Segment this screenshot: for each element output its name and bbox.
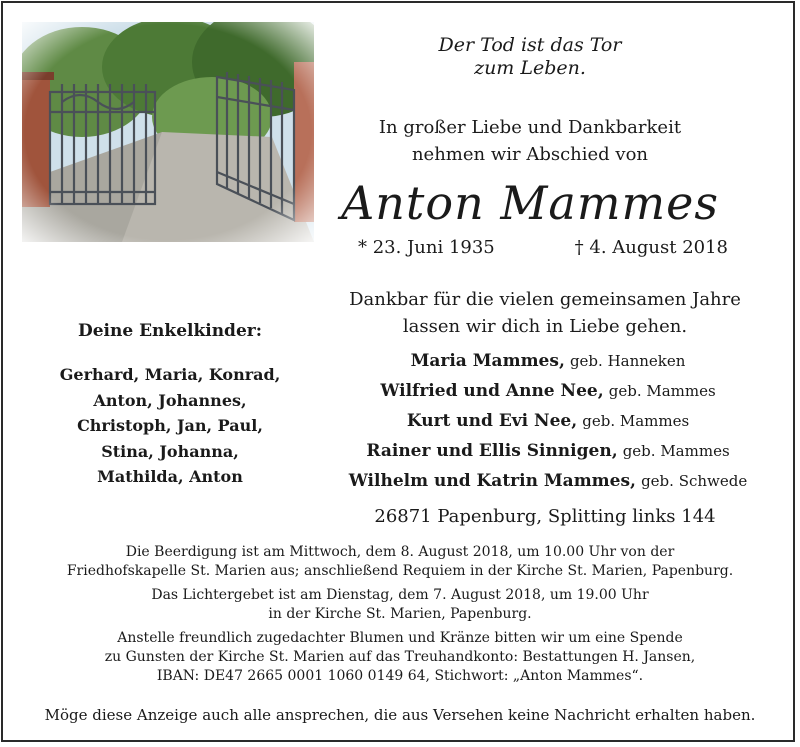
note-line: Friedhofskapelle St. Marien aus; anschließend Requiem in der Kirche St. Marien, Papenburg.	[66, 563, 734, 579]
service-notes	[10, 543, 790, 691]
note-line: zu Gunsten der Kirche St. Marien auf das Treuhandkonto: Bestattungen H. Jansen,	[104, 649, 696, 665]
family-member-birthname: geb. Schwede	[641, 472, 748, 490]
motto-line: zum Leben.	[474, 57, 586, 79]
family-member-birthname: geb. Mammes	[608, 382, 716, 400]
grandchildren-line: Mathilda, Anton	[97, 467, 243, 486]
note-line: in der Kirche St. Marien, Papenburg.	[268, 606, 532, 622]
family-member-birthname: geb. Mammes	[582, 412, 690, 430]
thanks-line: Dankbar für die vielen gemeinsamen Jahre	[349, 289, 741, 310]
grandchildren-line: Stina, Johanna,	[101, 441, 239, 461]
family-address: 26871 Papenburg, Splitting links 144	[374, 506, 716, 527]
intro-line: nehmen wir Abschied von	[411, 144, 649, 165]
note-line: Das Lichtergebet ist am Dienstag, dem 7. August 2018, um 19.00 Uhr	[151, 587, 649, 603]
family-member-name: Rainer und Ellis Sinnigen,	[366, 441, 618, 461]
thanks-text	[330, 286, 760, 340]
death-date: † 4. August 2018	[574, 237, 728, 258]
birth-date: * 23. Juni 1935	[358, 237, 495, 258]
family-member-name: Wilhelm und Katrin Mammes,	[348, 471, 636, 491]
motto	[330, 34, 730, 80]
family-member-name: Kurt und Evi Nee,	[406, 411, 578, 431]
grandchildren-line: Gerhard, Maria, Konrad,	[59, 365, 281, 384]
family-member-name: Maria Mammes,	[410, 351, 565, 371]
family-member	[318, 466, 778, 496]
donation-note	[10, 629, 790, 686]
note-line: Anstelle freundlich zugedachter Blumen und Kränze bitten wir um eine Spende	[117, 630, 683, 646]
family-member-birthname: geb. Hanneken	[569, 352, 686, 370]
family-member	[318, 436, 778, 466]
grandchildren-line: Anton, Johannes,	[93, 390, 247, 410]
gate-photo	[22, 22, 314, 242]
intro-line: In großer Liebe und Dankbarkeit	[378, 117, 682, 138]
prayer-note	[10, 586, 790, 624]
grandchildren-list	[40, 362, 300, 490]
family-list	[318, 346, 778, 496]
intro-text	[330, 114, 730, 168]
motto-line: Der Tod ist das Tor	[438, 34, 622, 56]
family-member-name: Wilfried und Anne Nee,	[380, 381, 604, 401]
family-member	[318, 346, 778, 376]
family-member-birthname: geb. Mammes	[622, 442, 730, 460]
funeral-note	[10, 543, 790, 581]
grandchildren-title: Deine Enkelkinder:	[77, 321, 262, 341]
note-line: Die Beerdigung ist am Mittwoch, dem 8. August 2018, um 10.00 Uhr von der	[125, 544, 675, 560]
note-line: IBAN: DE47 2665 0001 1060 0149 64, Stichwort: „Anton Mammes“.	[156, 668, 644, 684]
family-member	[318, 406, 778, 436]
family-member	[318, 376, 778, 406]
thanks-line: lassen wir dich in Liebe gehen.	[402, 316, 688, 337]
closing-note: Möge diese Anzeige auch alle ansprechen, die aus Versehen keine Nachricht erhalten haben.	[44, 706, 756, 724]
deceased-name: Anton Mammes	[341, 176, 719, 230]
grandchildren-line: Christoph, Jan, Paul,	[77, 416, 263, 435]
